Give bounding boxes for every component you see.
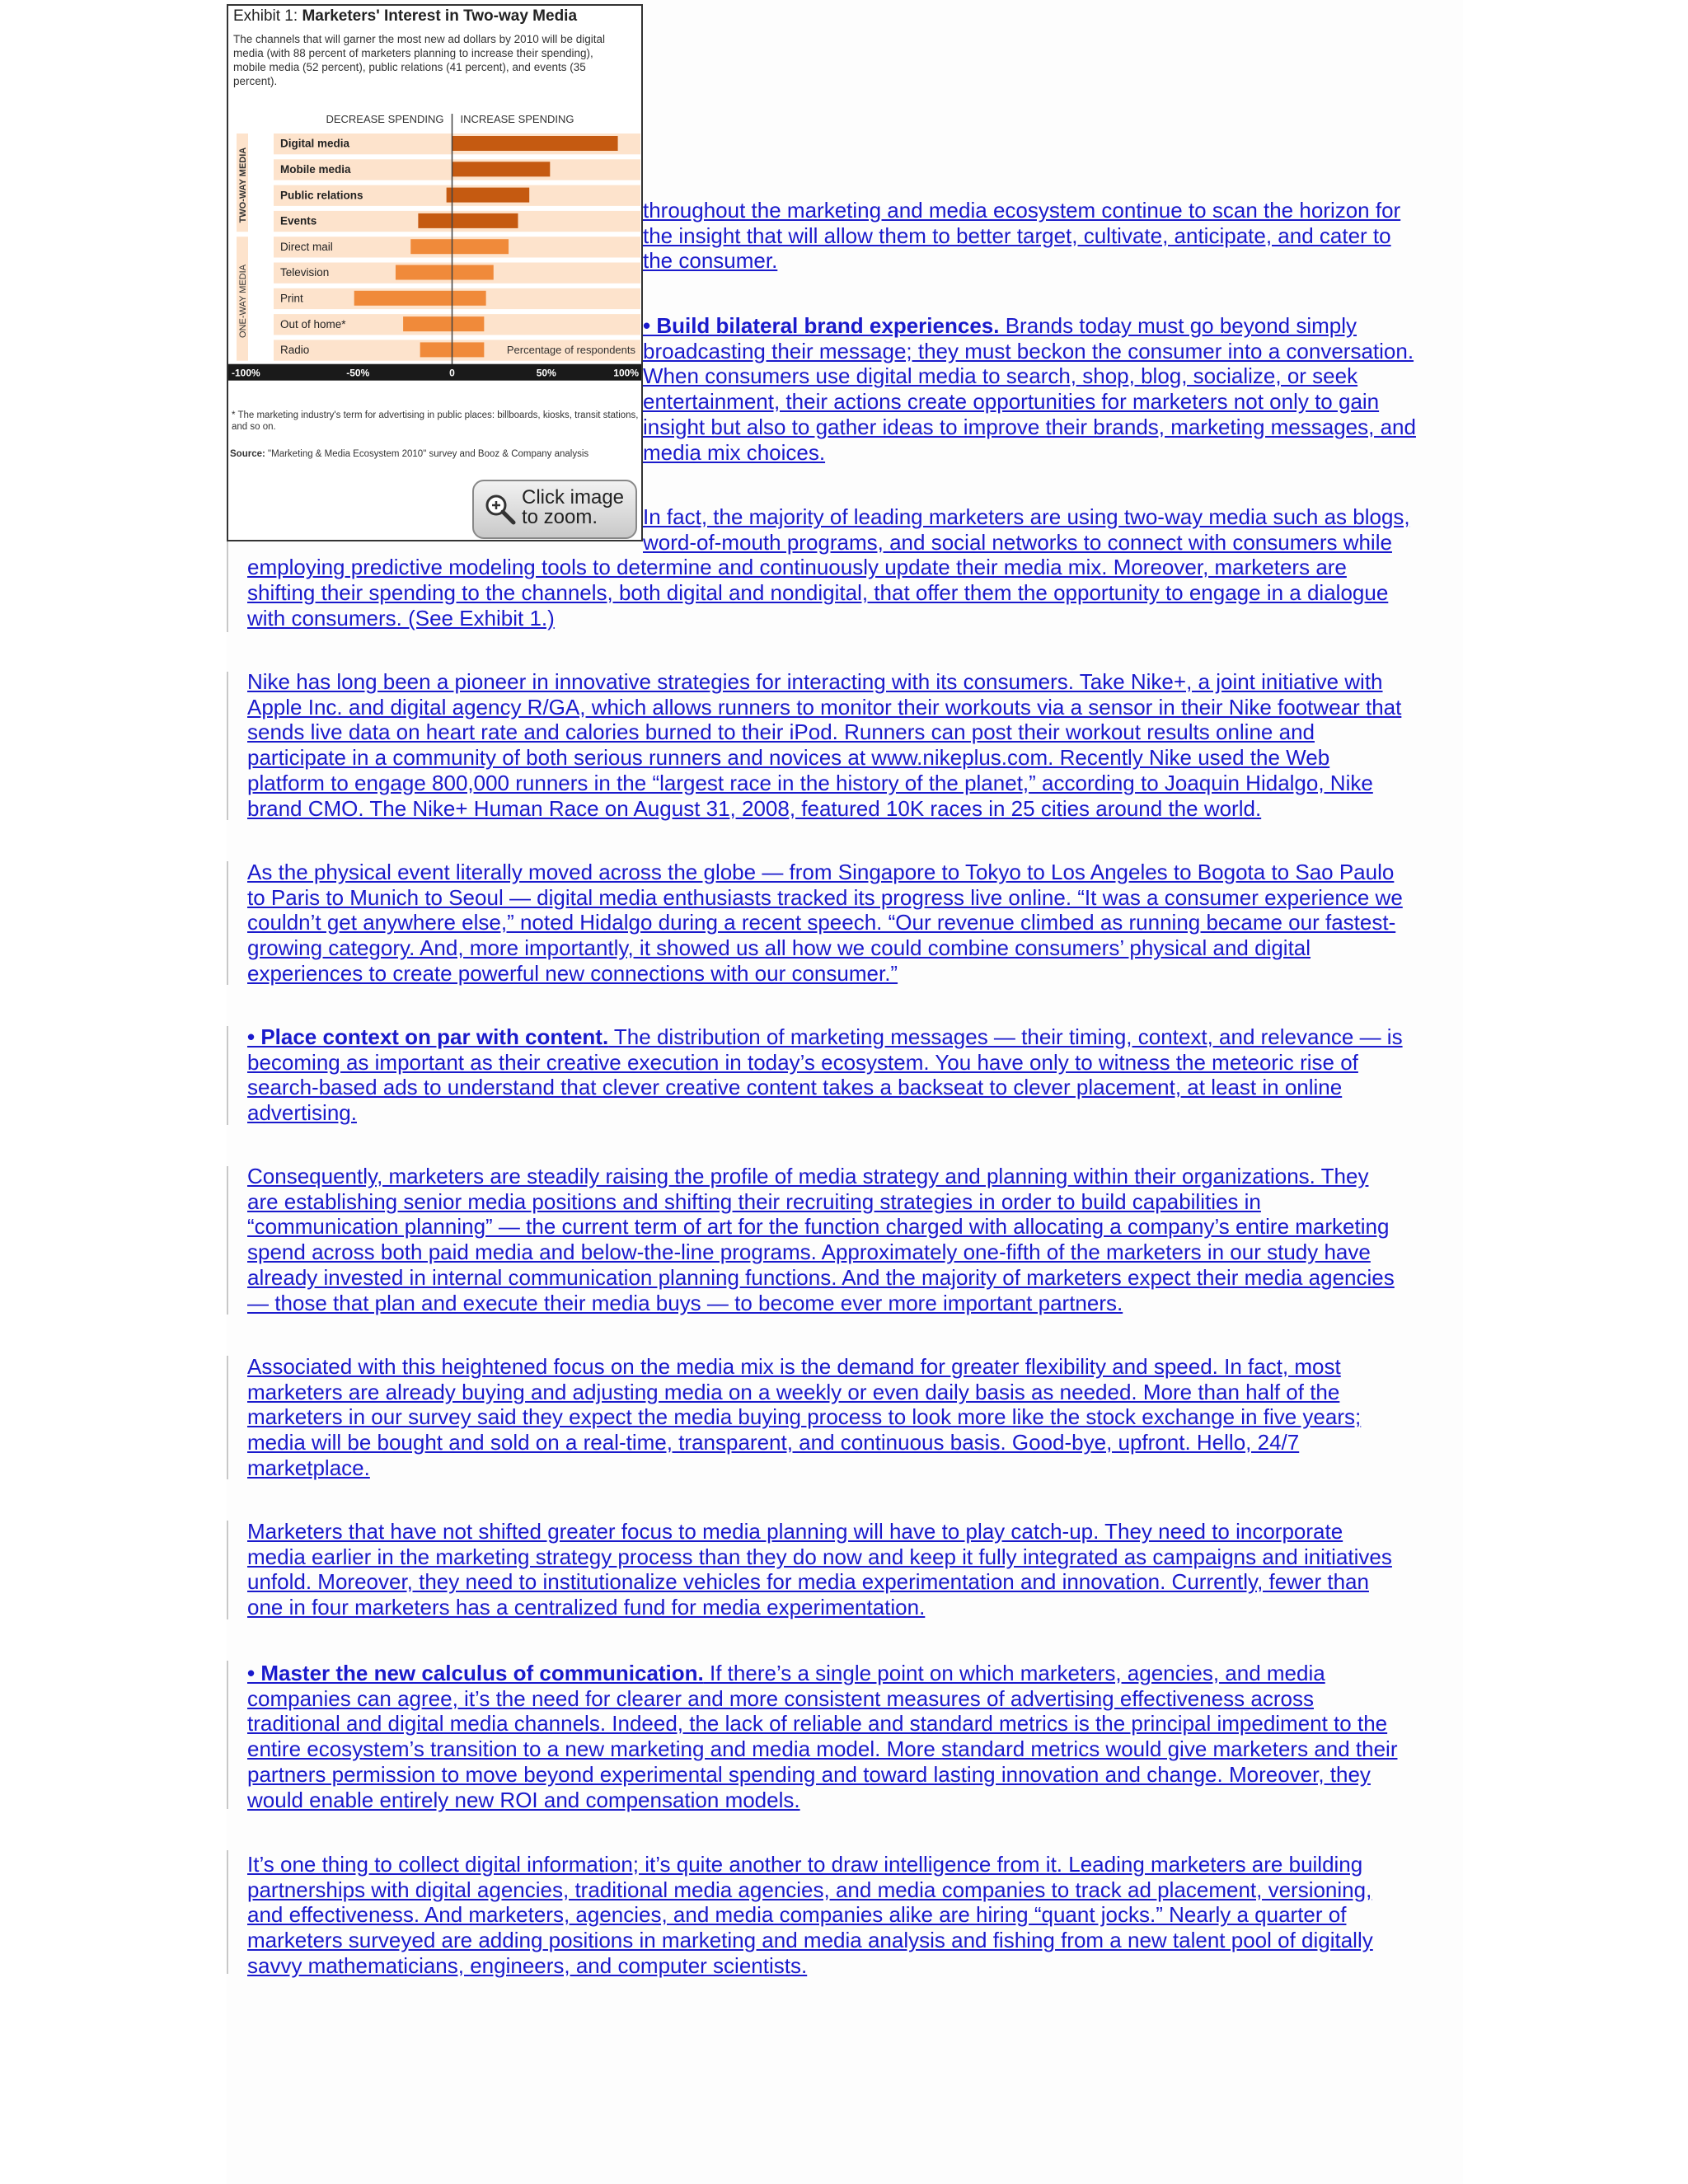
bar-decrease [354,291,452,306]
paragraph-line[interactable] [247,885,1403,911]
paragraph-rule [227,1026,228,1125]
paragraph-line[interactable] [643,440,1416,466]
line-text: word-of-mouth programs, and social networks to connect with consumers while [643,529,1392,555]
paragraph-line[interactable] [643,415,1416,440]
paragraph-line[interactable] [247,1569,1392,1595]
article-paragraph[interactable] [247,1024,1403,1126]
paragraph-line[interactable] [247,1544,1392,1570]
line-text: When consumers use digital media to search, shop, blog, socialize, or seek [643,363,1358,389]
paragraph-line[interactable] [643,339,1416,364]
magnifier-icon [484,493,517,526]
source-label: Source: [230,449,265,459]
x-tick-label: 50% [536,367,556,379]
line-text: Nike has long been a pioneer in innovative strategies for interacting with its consumers. Take Nike+, a joint initiative with [247,669,1383,694]
paragraph-line[interactable] [247,860,1403,885]
bar-decrease [447,188,452,203]
header-increase: INCREASE SPENDING [460,113,574,125]
paragraph-line[interactable] [247,1240,1395,1265]
bar-decrease [410,239,452,254]
paragraph-line[interactable] [643,504,1410,530]
line-text: Consequently, marketers are steadily raising the profile of media strategy and planning within their organizations. They [247,1164,1369,1188]
line-text: already invested in internal communication planning functions. And the majority of marketers expect their media agencies [247,1264,1395,1290]
bar-increase [452,316,485,331]
line-text: As the physical event literally moved across the globe — from Singapore to Tokyo to Los Angeles to Bogota to Sao Paulo [247,860,1395,884]
line-text: unfold. Moreover, they need to institutionalize vehicles for media experimentation and innovation. Currently, fewer than [247,1569,1369,1595]
paragraph-line[interactable] [247,745,1401,771]
line-text: If there’s a single point on which marketers, agencies, and media [703,1661,1325,1685]
line-text: Marketers that have not shifted greater focus to media planning will have to play catch-up. They need to incorporate [247,1519,1343,1544]
bar-increase [452,265,494,280]
paragraph-line[interactable] [247,1380,1361,1405]
paragraph-line[interactable] [247,1265,1395,1291]
exhibit-label: Exhibit 1: [233,7,298,25]
paragraph-rule [227,1356,228,1479]
line-text: marketers are already buying and adjusting media on a weekly or even daily basis as needed. More than half of the [247,1379,1340,1404]
article-paragraph[interactable] [247,669,1401,821]
category-label: Public relations [280,189,363,202]
paragraph-line[interactable] [247,1164,1395,1189]
line-text: marketplace. [247,1455,370,1480]
line-text: media mix choices. [643,439,826,465]
paragraph-line[interactable] [643,363,1416,389]
line-text: media earlier in the marketing strategy process than they do now and keep it fully integrated as campaigns and initiatives [247,1544,1392,1569]
category-label: Digital media [280,137,350,150]
line-text: media will be bought and sold on a real-time, transparent, and continuous basis. Good-bye, upfront. Hello, 24/7 [247,1430,1300,1455]
category-label: Events [280,214,317,227]
paragraph-line[interactable] [247,796,1401,822]
zoom-button[interactable] [472,480,637,539]
paragraph-line[interactable] [247,1100,1403,1126]
line-text: throughout the marketing and media ecosystem continue to scan the horizon for [643,198,1401,223]
line-text: the insight that will allow them to better target, cultivate, anticipate, and cater to [643,223,1391,248]
section-heading: • Build bilateral brand experiences. [643,313,1000,338]
line-text: companies can agree, it’s the need for clearer and more consistent measures of advertising effectiveness across [247,1685,1314,1711]
line-text: would enable entirely new ROI and compensation models. [247,1787,800,1812]
bar-increase [452,162,551,176]
paragraph-line[interactable] [247,1661,1398,1686]
paragraph-line[interactable] [247,719,1401,745]
line-text: entire ecosystem’s transition to a new marketing and media model. More standard metrics would give marketers and their [247,1736,1398,1762]
line-text: one in four marketers has a centralized fund for media experimentation. [247,1595,926,1620]
paragraph-line[interactable] [247,1404,1361,1430]
paragraph-line[interactable] [643,223,1400,249]
bar-decrease [420,342,452,357]
line-text: It’s one thing to collect digital information; it’s quite another to draw intelligence from it. Leading marketers are building [247,1852,1363,1877]
line-text: — those that plan and execute their media buys — to become ever more important partners. [247,1290,1123,1315]
article-paragraph[interactable] [247,1852,1373,1979]
x-tick-label: -100% [232,367,260,379]
exhibit-heading: Marketers' Interest in Two-way Media [302,7,578,25]
bar-decrease [396,265,452,280]
exhibit-title [233,7,577,26]
line-text: Apple Inc. and digital agency R/GA, which allows runners to monitor their workouts via a sensor in their Nike footwear that [247,694,1402,719]
category-label: Print [280,292,303,305]
paragraph-line[interactable] [643,389,1416,415]
paragraph-line[interactable] [247,1711,1398,1736]
line-text: are establishing senior media positions and shifting their recruiting strategies in order to build capabilities in [247,1188,1261,1214]
paragraph-line[interactable] [247,1354,1361,1380]
paragraph-line[interactable] [247,555,1410,580]
paragraph-line[interactable] [247,1852,1373,1877]
paragraph-line[interactable] [247,1902,1373,1928]
line-text: marketers surveyed are adding positions in marketing and media analysis and fishing from a new talent pool of digitally [247,1928,1373,1953]
paragraph-line[interactable] [247,1686,1398,1712]
header-decrease: DECREASE SPENDING [326,113,444,125]
x-tick-label: -50% [346,367,370,379]
paragraph-rule [227,1166,228,1315]
bar-decrease [403,316,452,331]
section-heading: • Place context on par with content. [247,1024,609,1049]
bar-increase [452,188,530,203]
x-tick-label: 100% [613,367,639,379]
line-text: broadcasting their message; they must beckon the consumer into a conversation. [643,338,1414,363]
line-text: marketers in our survey said they expect the media buying process to look more like the stock exchange in five years; [247,1404,1362,1430]
paragraph-line[interactable] [247,910,1403,935]
article-paragraph[interactable] [247,1354,1361,1481]
article-paragraph[interactable] [643,198,1400,274]
line-text: growing category. And, more importantly, it showed us all how we could combine consumers’ physical and digital [247,935,1311,961]
line-text: Associated with this heightened focus on the media mix is the demand for greater flexibility and speed. In fact, most [247,1354,1341,1379]
bar-increase [452,342,485,357]
bar-increase [452,213,518,228]
paragraph-rule [227,1661,228,1809]
bar-increase [452,291,486,306]
paragraph-line[interactable] [247,1928,1373,1953]
paragraph-line[interactable] [247,1430,1361,1455]
paragraph-line[interactable] [247,669,1401,695]
source-text: "Marketing & Media Ecosystem 2010" survey and Booz & Company analysis [268,449,589,459]
category-label: Mobile media [280,162,351,176]
paragraph-line[interactable] [247,695,1401,720]
line-text: “communication planning” — the current term of art for the function charged with allocating a company’s entire marketing [247,1214,1390,1240]
paragraph-line[interactable] [247,1291,1395,1316]
line-text: employing predictive modeling tools to determine and continuously update their media mix. Moreover, marketers are [247,555,1347,580]
line-text: experiences to create powerful new connections with our consumer.” [247,960,898,986]
exhibit-source [230,449,588,459]
line-text: participate in a community of both serious runners and novices at www.nikeplus.com. Recently Nike used the Web [247,745,1330,771]
line-text: partners permission to move beyond experimental spending and toward lasting innovation and change. Moreover, they [247,1761,1371,1787]
paragraph-line[interactable] [247,1075,1403,1100]
article-paragraph[interactable] [247,1661,1398,1812]
line-text: savvy mathematicians, engineers, and computer scientists. [247,1952,808,1978]
article-paragraph[interactable] [247,1164,1395,1315]
paragraph-line[interactable] [247,1214,1395,1240]
section-heading: • Master the new calculus of communication. [247,1661,704,1685]
line-text: couldn’t get anywhere else,” noted Hidalgo during a recent speech. “Our revenue climbed as running became our fastest- [247,910,1396,935]
paragraph-line[interactable] [247,771,1401,796]
line-text: insight but also to gather ideas to improve their brands, marketing messages, and [643,414,1416,439]
paragraph-line[interactable] [247,935,1403,961]
paragraph-line[interactable] [643,313,1416,339]
zoom-label: Click image to zoom. [522,486,625,528]
x-tick-label: 0 [449,367,455,379]
paragraph-line[interactable] [247,1953,1373,1979]
paragraph-line[interactable] [643,248,1400,274]
axis-bar [228,364,641,381]
article-paragraph[interactable] [643,313,1416,465]
value-axis-label: Percentage of respondents [506,344,635,357]
category-label: Out of home* [280,317,346,330]
exhibit-footnote: * The marketing industry's term for advertising in public places: billboards, kiosks, transit stations, and so on. [232,410,639,432]
group-label-one-way: ONE-WAY MEDIA [238,264,248,338]
paragraph-line[interactable] [247,1762,1398,1788]
bar-increase [452,136,618,151]
line-text: In fact, the majority of leading marketers are using two-way media such as blogs, [643,504,1410,529]
exhibit-figure[interactable] [227,4,643,541]
paragraph-line[interactable] [247,1736,1398,1762]
line-text: platform to engage 800,000 runners in the “largest race in the history of the planet,” according to Joaquin Hidalgo, Nike [247,770,1373,795]
bar-decrease [418,213,452,228]
paragraph-line[interactable] [643,530,1410,555]
exhibit-chart [228,109,641,405]
paragraph-rule [227,672,228,820]
line-text: Brands today must go beyond simply [999,313,1357,338]
category-label: Direct mail [280,240,333,253]
paragraph-line[interactable] [247,1189,1395,1215]
exhibit-description: The channels that will garner the most new ad dollars by 2010 will be digital media (with 88 percent of marketers planning to increase their spending), mobile media (52 percent), public relations (41 percent), and events (35 percent). [233,33,605,87]
paragraph-line[interactable] [247,1519,1392,1544]
line-text: search-based ads to understand that clever creative content takes a backseat to clever placement, at least in online [247,1075,1343,1100]
line-text: partnerships with digital agencies, traditional media agencies, and media companies to track ad placement, versioning, [247,1877,1372,1902]
paragraph-line[interactable] [247,1050,1403,1076]
line-text: shifting their spending to the channels, both digital and nondigital, that offer them the opportunity to engage in a dialogue [247,580,1389,606]
line-text: traditional and digital media channels. Indeed, the lack of reliable and standard metrics is the principal impediment to the [247,1711,1388,1736]
paragraph-line[interactable] [247,1595,1392,1620]
line-text: brand CMO. The Nike+ Human Race on August 31, 2008, featured 10K races in 25 cities around the world. [247,795,1262,821]
paragraph-rule [227,540,228,632]
line-text: the consumer. [643,248,778,274]
paragraph-line[interactable] [247,606,1410,631]
article-paragraph[interactable] [247,1519,1392,1620]
article-paragraph[interactable] [247,860,1403,987]
line-text: spend across both paid media and below-the-line programs. Approximately one-fifth of the marketers in our study have [247,1240,1371,1265]
line-text: The distribution of marketing messages — their timing, context, and relevance — is [608,1024,1403,1049]
paragraph-rule [227,1521,228,1619]
paragraph-rule [227,861,228,985]
bar-increase [452,239,509,254]
category-label: Radio [280,344,310,357]
paragraph-line[interactable] [247,1877,1373,1903]
category-label: Television [280,266,330,279]
paragraph-line[interactable] [247,580,1410,606]
line-text: to Paris to Munich to Seoul — digital media enthusiasts tracked its progress live online. “It was a consumer experience we [247,884,1403,910]
paragraph-line[interactable] [247,961,1403,987]
paragraph-line[interactable] [643,198,1400,223]
paragraph-line[interactable] [247,1788,1398,1813]
line-text: sends live data on heart rate and calories burned to their iPod. Runners can post their workout results online and [247,719,1315,745]
line-text: and effectiveness. And marketers, agencies, and media companies alike are hiring “quant jocks.” Nearly a quarter of [247,1902,1347,1928]
line-text: entertainment, their actions create opportunities for marketers not only to gain [643,389,1380,415]
group-label-two-way: TWO-WAY MEDIA [238,147,248,223]
paragraph-rule [227,1850,228,1974]
line-text: with consumers. (See Exhibit 1.) [247,605,555,630]
paragraph-line[interactable] [247,1024,1403,1050]
paragraph-line[interactable] [247,1455,1361,1481]
line-text: becoming as important as their creative execution in today’s ecosystem. You have only to witness the meteoric rise of [247,1049,1358,1075]
line-text: advertising. [247,1100,357,1126]
